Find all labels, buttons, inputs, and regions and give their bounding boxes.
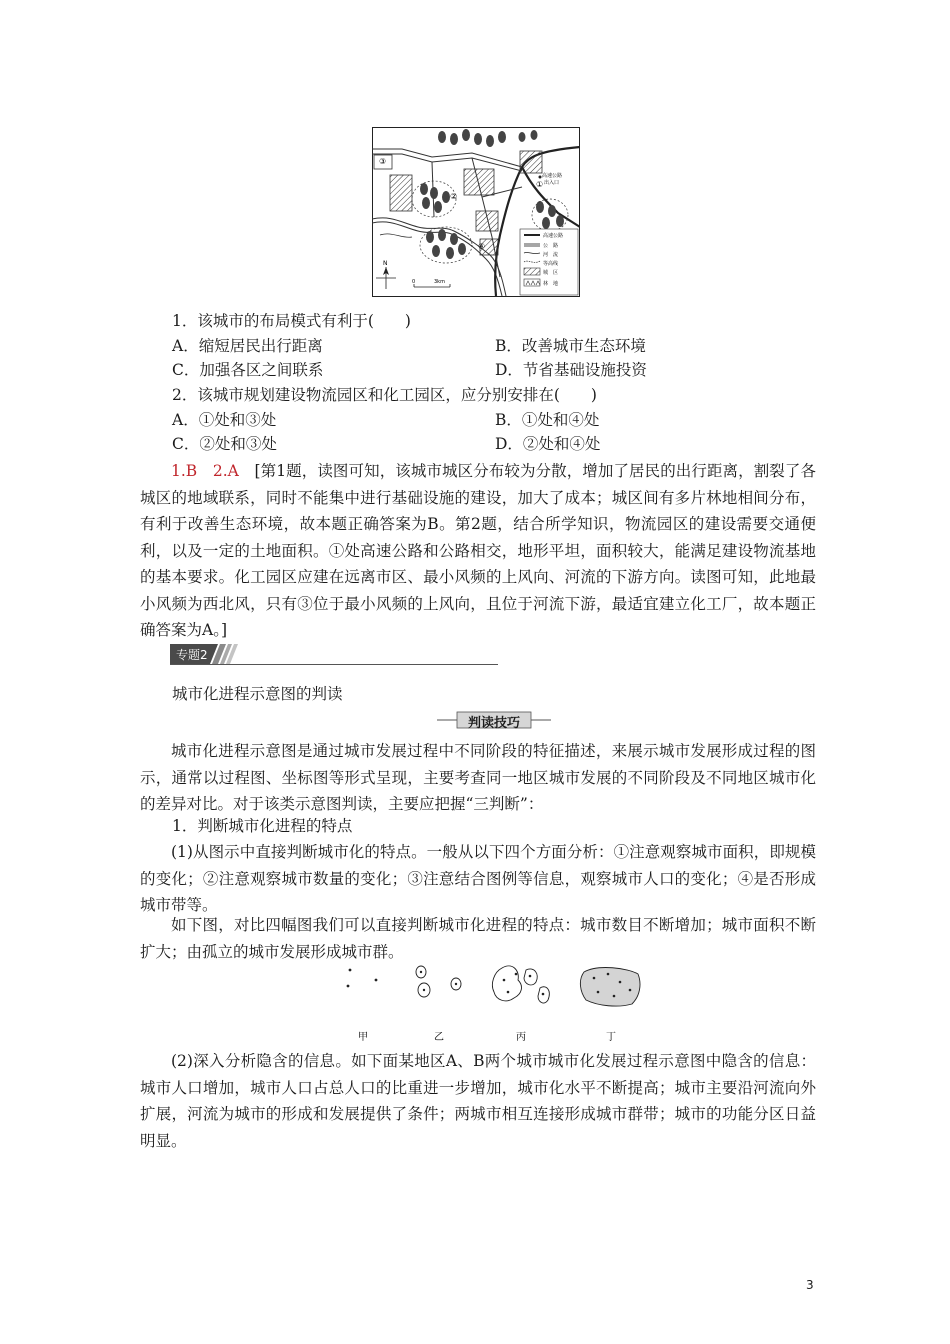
svg-text:N: N: [383, 260, 388, 267]
body-paragraph-4: (2)深入分析隐含的信息。如下面某地区A、B两个城市城市化发展过程示意图中隐含的信息：城市人口增加，城市人口占总人口的比重进一步增加，城市化水平不断提高；城市主要沿河流向外扩展，河流为城市的形成和发展提供了条件；两城市相互连接形成城市群带；城市的功能分区日益明显。: [140, 1052, 816, 1150]
svg-text:河 流: 河 流: [543, 252, 559, 258]
stage-label-jia: 甲: [358, 1032, 368, 1043]
question-2-option-c: C．②处和③处: [172, 435, 277, 453]
body-paragraph-2: (1)从图示中直接判断城市化的特点。一般从以下四个方面分析：①注意观察城市面积，即规模的变化；②注意观察城市数量的变化；③注意结合图例等信息，观察城市人口的变化；④是否形成城市带等。: [140, 843, 816, 914]
stage-label-bing: 丙: [516, 1032, 526, 1043]
section-title: 城市化进程示意图的判读: [172, 685, 343, 703]
body-paragraph-3: 如下图，对比四幅图我们可以直接判断城市化进程的特点：城市数目不断增加；城市面积不断扩大；由孤立的城市发展形成城市群。: [140, 916, 816, 961]
map-legend: [520, 229, 578, 295]
svg-text:高速公路: 高速公路: [543, 233, 564, 239]
question-1-stem: 1．该城市的布局模式有利于( ): [172, 312, 411, 330]
body-paragraph-1: 城市化进程示意图是通过城市发展过程中不同阶段的特征描述，来展示城市发展形成过程的图示，通常以过程图、坐标图等形式呈现，主要考查同一地区城市发展的不同阶段及不同地区城市化的差异对比。对于该类示意图判读，主要应把握“三判断”：: [140, 742, 816, 813]
page-number: 3: [806, 1278, 814, 1292]
stage-yi: [416, 966, 461, 997]
svg-text:公 路: 公 路: [543, 243, 559, 249]
map-marker-3: ③: [379, 157, 387, 166]
question-2-option-b: B．①处和④处: [495, 411, 600, 429]
map-marker-2: ②: [450, 192, 458, 201]
map-marker-1: ①: [536, 180, 544, 189]
svg-text:等高线: 等高线: [543, 261, 559, 267]
technique-heading: [437, 710, 551, 730]
question-1-option-c: C．加强各区之间联系: [172, 361, 324, 379]
answer-key: 1.B 2.A: [171, 462, 239, 480]
svg-text:0: 0: [412, 279, 416, 285]
stage-label-ding: 丁: [606, 1032, 616, 1043]
answer-text: [第1题，读图可知，该城市城区分布较为分散，增加了居民的出行距离，割裂了各城区的地域联系，同时不能集中进行基础设施的建设，加大了成本；城区间有多片林地相间分布，有利于改善生态环境，故本题正确答案为B。第2题，结合所学知识，物流园区的建设需要交通便利，以及一定的土地面积。①处高速公路和公路相交，地形平坦，面积较大，能满足建设物流基地的基本要求。化工园区应建在远离市区、最小风频的上风向、河流的下游方向。读图可知，此地最小风频为西北风，只有③位于最小风频的上风向，且位于河流下游，最适宜建立化工厂，故本题正确答案为A。]: [140, 462, 816, 639]
question-2-option-d: D．②处和④处: [495, 435, 601, 453]
section-divider: [170, 664, 498, 665]
map-marker-4: ④: [478, 242, 486, 251]
section-badge-label: 专题2: [176, 648, 208, 662]
city-layout-map: [372, 127, 580, 297]
urbanization-stages-figure: [336, 960, 648, 1052]
stage-label-yi: 乙: [434, 1032, 444, 1043]
question-1-option-b: B．改善城市生态环境: [495, 337, 646, 355]
question-1-option-a: A．缩短居民出行距离: [172, 337, 323, 355]
stage-jia: [347, 969, 378, 988]
question-1-option-d: D．节省基础设施投资: [495, 361, 647, 379]
stage-bing: [492, 966, 549, 1003]
entrance-label-line2: 出入口: [544, 180, 560, 186]
technique-label: 判读技巧: [467, 716, 520, 731]
question-2-option-a: A．①处和③处: [172, 411, 277, 429]
question-2-stem: 2．该城市规划建设物流园区和化工园区，应分别安排在( ): [172, 386, 597, 404]
entrance-label-line1: 高速公路: [542, 173, 563, 179]
body-heading-1: 1．判断城市化进程的特点: [172, 817, 353, 835]
answer-explanation: [140, 458, 816, 644]
svg-text:3km: 3km: [434, 279, 445, 285]
svg-text:城 区: 城 区: [543, 270, 559, 276]
stage-ding: [580, 968, 640, 1007]
svg-text:林 地: 林 地: [543, 281, 559, 287]
section-badge: [170, 644, 498, 666]
